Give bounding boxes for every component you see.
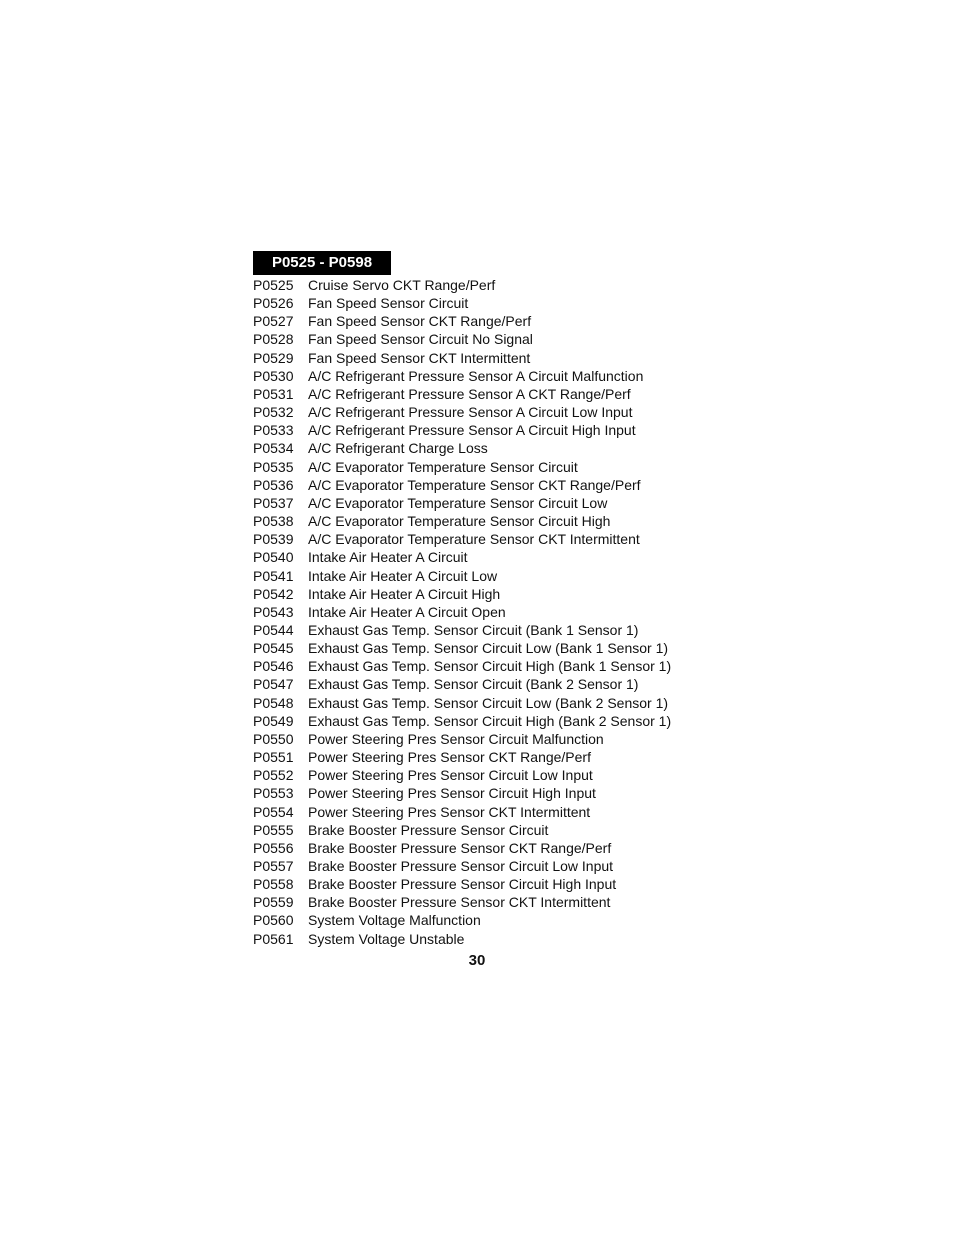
dtc-description: Intake Air Heater A Circuit Low — [308, 567, 498, 584]
code-row — [253, 639, 713, 657]
code-row — [253, 548, 713, 566]
dtc-code: P0561 — [253, 930, 294, 947]
code-row — [253, 694, 713, 712]
dtc-code: P0536 — [253, 476, 294, 493]
dtc-description: Exhaust Gas Temp. Sensor Circuit (Bank 2 Sensor 1) — [308, 676, 639, 693]
dtc-code: P0543 — [253, 603, 294, 620]
code-row — [253, 276, 713, 294]
dtc-description: Exhaust Gas Temp. Sensor Circuit High (Bank 2 Sensor 1) — [308, 712, 672, 729]
dtc-code: P0533 — [253, 422, 294, 439]
code-row — [253, 385, 713, 403]
code-row — [253, 585, 713, 603]
dtc-code: P0554 — [253, 803, 294, 820]
dtc-description: A/C Refrigerant Pressure Sensor A Circuit High Input — [308, 422, 636, 439]
dtc-description: Fan Speed Sensor CKT Range/Perf — [308, 313, 532, 330]
dtc-code: P0550 — [253, 730, 294, 747]
dtc-code: P0548 — [253, 694, 294, 711]
code-row — [253, 603, 713, 621]
dtc-code: P0553 — [253, 785, 294, 802]
dtc-code: P0560 — [253, 912, 294, 929]
dtc-code: P0538 — [253, 513, 294, 530]
dtc-code: P0534 — [253, 440, 294, 457]
code-row — [253, 893, 713, 911]
code-row — [253, 294, 713, 312]
dtc-code: P0547 — [253, 676, 294, 693]
code-row — [253, 930, 713, 948]
dtc-code: P0530 — [253, 367, 294, 384]
code-row — [253, 330, 713, 348]
dtc-code: P0551 — [253, 749, 294, 766]
code-row — [253, 312, 713, 330]
dtc-description: Power Steering Pres Sensor Circuit Low Input — [308, 767, 593, 784]
code-row — [253, 530, 713, 548]
code-row — [253, 367, 713, 385]
section-header: P0525 - P0598 — [253, 251, 391, 275]
dtc-code: P0544 — [253, 621, 294, 638]
dtc-description: Brake Booster Pressure Sensor Circuit High Input — [308, 876, 617, 893]
dtc-description: Exhaust Gas Temp. Sensor Circuit (Bank 1 Sensor 1) — [308, 621, 639, 638]
dtc-code: P0529 — [253, 349, 294, 366]
dtc-code: P0559 — [253, 894, 294, 911]
dtc-code: P0545 — [253, 640, 294, 657]
dtc-code: P0542 — [253, 585, 294, 602]
dtc-description: Intake Air Heater A Circuit Open — [308, 603, 506, 620]
dtc-description: Brake Booster Pressure Sensor CKT Range/Perf — [308, 839, 612, 856]
dtc-code: P0531 — [253, 385, 294, 402]
dtc-description: Exhaust Gas Temp. Sensor Circuit Low (Bank 1 Sensor 1) — [308, 640, 669, 657]
code-list — [253, 276, 713, 948]
code-row — [253, 712, 713, 730]
dtc-description: A/C Evaporator Temperature Sensor CKT Range/Perf — [308, 476, 641, 493]
dtc-code: P0549 — [253, 712, 294, 729]
dtc-description: Fan Speed Sensor CKT Intermittent — [308, 349, 531, 366]
dtc-code: P0525 — [253, 277, 294, 293]
dtc-description: A/C Refrigerant Pressure Sensor A CKT Range/Perf — [308, 385, 631, 402]
dtc-code: P0556 — [253, 839, 294, 856]
code-row — [253, 621, 713, 639]
dtc-code: P0537 — [253, 494, 294, 511]
dtc-description: Exhaust Gas Temp. Sensor Circuit Low (Bank 2 Sensor 1) — [308, 694, 669, 711]
dtc-code: P0541 — [253, 567, 294, 584]
dtc-description: Intake Air Heater A Circuit High — [308, 585, 501, 602]
code-row — [253, 567, 713, 585]
code-row — [253, 675, 713, 693]
code-row — [253, 458, 713, 476]
code-row — [253, 730, 713, 748]
code-row — [253, 857, 713, 875]
dtc-code: P0535 — [253, 458, 294, 475]
dtc-code: P0532 — [253, 404, 294, 421]
dtc-description: Brake Booster Pressure Sensor Circuit — [308, 821, 549, 838]
code-row — [253, 875, 713, 893]
dtc-description: A/C Evaporator Temperature Sensor CKT Intermittent — [308, 531, 640, 548]
code-row — [253, 748, 713, 766]
dtc-description: Brake Booster Pressure Sensor Circuit Low Input — [308, 858, 614, 874]
dtc-description: Power Steering Pres Sensor CKT Range/Perf — [308, 749, 591, 766]
dtc-description: Power Steering Pres Sensor Circuit Malfunction — [308, 730, 604, 747]
dtc-code: P0558 — [253, 876, 294, 893]
dtc-code: P0555 — [253, 821, 294, 838]
dtc-description: Brake Booster Pressure Sensor CKT Intermittent — [308, 894, 611, 911]
code-row — [253, 494, 713, 512]
page-number: 30 — [468, 952, 486, 969]
dtc-description: A/C Refrigerant Pressure Sensor A Circuit Low Input — [308, 404, 633, 421]
dtc-description: A/C Refrigerant Pressure Sensor A Circuit Malfunction — [308, 367, 644, 384]
dtc-description: Exhaust Gas Temp. Sensor Circuit High (Bank 1 Sensor 1) — [308, 658, 672, 675]
dtc-code: P0528 — [253, 331, 294, 348]
code-row — [253, 657, 713, 675]
dtc-code: P0527 — [253, 313, 294, 330]
dtc-description: Power Steering Pres Sensor CKT Intermittent — [308, 803, 591, 820]
code-row — [253, 349, 713, 367]
dtc-code: P0546 — [253, 658, 294, 675]
code-row — [253, 839, 713, 857]
dtc-description: Fan Speed Sensor Circuit — [308, 295, 469, 312]
code-row — [253, 439, 713, 457]
dtc-code: P0557 — [253, 858, 294, 874]
code-row — [253, 403, 713, 421]
code-row — [253, 821, 713, 839]
dtc-code: P0540 — [253, 549, 294, 566]
code-row — [253, 421, 713, 439]
code-row — [253, 911, 713, 929]
code-row — [253, 766, 713, 784]
dtc-code: P0539 — [253, 531, 294, 548]
dtc-description: System Voltage Unstable — [308, 930, 465, 947]
dtc-code: P0552 — [253, 767, 294, 784]
dtc-description: Cruise Servo CKT Range/Perf — [308, 277, 496, 293]
dtc-description: A/C Evaporator Temperature Sensor Circuit Low — [308, 494, 608, 511]
code-row — [253, 476, 713, 494]
dtc-description: Power Steering Pres Sensor Circuit High Input — [308, 785, 596, 802]
dtc-description: A/C Evaporator Temperature Sensor Circuit — [308, 458, 578, 475]
dtc-description: Fan Speed Sensor Circuit No Signal — [308, 331, 533, 348]
dtc-description: System Voltage Malfunction — [308, 912, 481, 929]
dtc-description: A/C Refrigerant Charge Loss — [308, 440, 488, 457]
code-row — [253, 803, 713, 821]
code-row — [253, 512, 713, 530]
dtc-description: Intake Air Heater A Circuit — [308, 549, 468, 566]
code-row — [253, 784, 713, 802]
dtc-description: A/C Evaporator Temperature Sensor Circuit High — [308, 513, 611, 530]
dtc-code: P0526 — [253, 295, 294, 312]
